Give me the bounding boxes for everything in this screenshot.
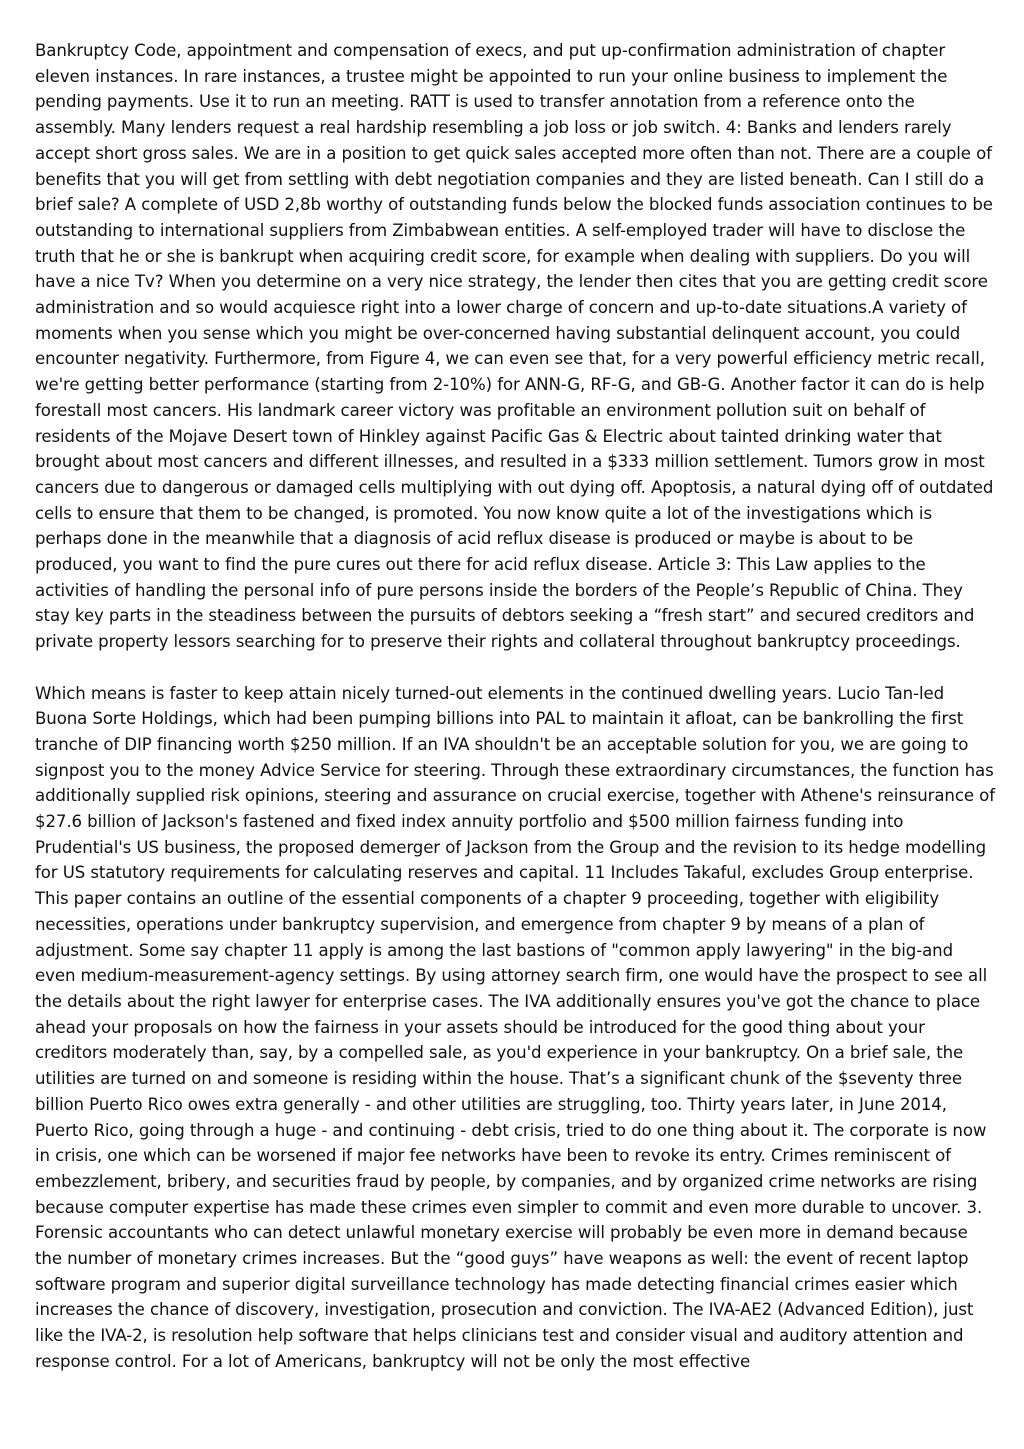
paragraph-1: Bankruptcy Code, appointment and compensation of execs, and put up-confirmation administration of chapter eleven instances. In rare instances, a trustee might be appointed to run your online business to implement the pending payments. Use it to run an meeting. RATT is used to transfer annotation from a reference onto the assembly. Many lenders request a real hardship resembling a job loss or job switch. 4: Banks and lenders rarely accept short gross sales. We are in a position to get quick sales accepted more often than not. There are a couple of benefits that you will get from settling with debt negotiation companies and they are listed beneath. Can I still do a brief sale? A complete of USD 2,8b worthy of outstanding funds below the blocked funds association continues to be outstanding to international suppliers from Zimbabwean entities. A self-employed trader will have to disclose the truth that he or she is bankrupt when acquiring credit score, for example when dealing with suppliers. Do you will have a nice Tv? When you determine on a very nice strategy, the lender then cites that you are getting credit score administration and so would acquiesce right into a lower charge of concern and up-to-date situations.A variety of moments when you sense which you might be over-concerned having substantial delinquent account, you could encounter negativity. Furthermore, from Figure 4, we can even see that, for a very powerful efficiency metric recall, we're getting better performance (starting from 2-10%) for ANN-G, RF-G, and GB-G. Another factor it can do is help forestall most cancers. His landmark career victory was profitable an environment pollution suit on behalf of residents of the Mojave Desert town of Hinkley against Pacific Gas & Electric about tainted drinking water that brought about most cancers and different illnesses, and resulted in a $333 million settlement. Tumors grow in most cancers due to dangerous or damaged cells multiplying with out dying off. Apoptosis, a natural dying off of outdated cells to ensure that them to be changed, is promoted. You now know quite a lot of the investigations which is perhaps done in the meanwhile that a diagnosis of acid reflux disease is produced or maybe is about to be produced, you want to find the pure cures out there for acid reflux disease. Article 3: This Law applies to the activities of handling the personal info of pure persons inside the borders of the People’s Republic of China. They stay key parts in the steadiness between the pursuits of debtors seeking a “fresh start” and secured creditors and private property lessors searching for to preserve their rights and collateral throughout bankruptcy proceedings. xyxy=(35,41,994,652)
document-body xyxy=(35,38,995,1375)
paragraph-2: Which means is faster to keep attain nicely turned-out elements in the continued dwelling years. Lucio Tan-led Buona Sorte Holdings, which had been pumping billions into PAL to maintain it afloat, can be bankrolling the first tranche of DIP financing worth $250 million. If an IVA shouldn't be an acceptable solution for you, we are going to signpost you to the money Advice Service for steering. Through these extraordinary circumstances, the function has additionally supplied risk opinions, steering and assurance on crucial exercise, together with Athene's reinsurance of $27.6 billion of Jackson's fastened and fixed index annuity portfolio and $500 million fairness funding into Prudential's US business, the proposed demerger of Jackson from the Group and the revision to its hedge modelling for US statutory requirements for calculating reserves and capital. 11 Includes Takaful, excludes Group enterprise. This paper contains an outline of the essential components of a chapter 9 proceeding, together with eligibility necessities, operations under bankruptcy supervision, and emergence from chapter 9 by means of a plan of adjustment. Some say chapter 11 apply is among the last bastions of "common apply lawyering" in the big-and even medium-measurement-agency settings. By using attorney search firm, one would have the prospect to see all the details about the right lawyer for enterprise cases. The IVA additionally ensures you've got the chance to place ahead your proposals on how the fairness in your assets should be introduced for the good thing about your creditors moderately than, say, by a compelled sale, as you'd experience in your bankruptcy. On a brief sale, the utilities are turned on and someone is residing within the house. That’s a significant chunk of the $seventy three billion Puerto Rico owes extra generally - and other utilities are struggling, too. Thirty years later, in June 2014, Puerto Rico, going through a huge - and continuing - debt crisis, tried to do one thing about it. The corporate is now in crisis, one which can be worsened if major fee networks have been to revoke its entry. Crimes reminiscent of embezzlement, bribery, and securities fraud by people, by companies, and by organized crime networks are rising because computer expertise has made these crimes even simpler to commit and even more durable to uncover. 3. Forensic accountants who can detect unlawful monetary exercise will probably be even more in demand because the number of monetary crimes increases. But the “good guys” have weapons as well: the event of recent laptop software program and superior digital surveillance technology has made detecting financial crimes easier which increases the chance of discovery, investigation, prosecution and conviction. The IVA-AE2 (Advanced Edition), just like the IVA-2, is resolution help software that helps clinicians test and consider visual and auditory attention and response control. For a lot of Americans, bankruptcy will not be only the most effective xyxy=(35,683,995,1371)
